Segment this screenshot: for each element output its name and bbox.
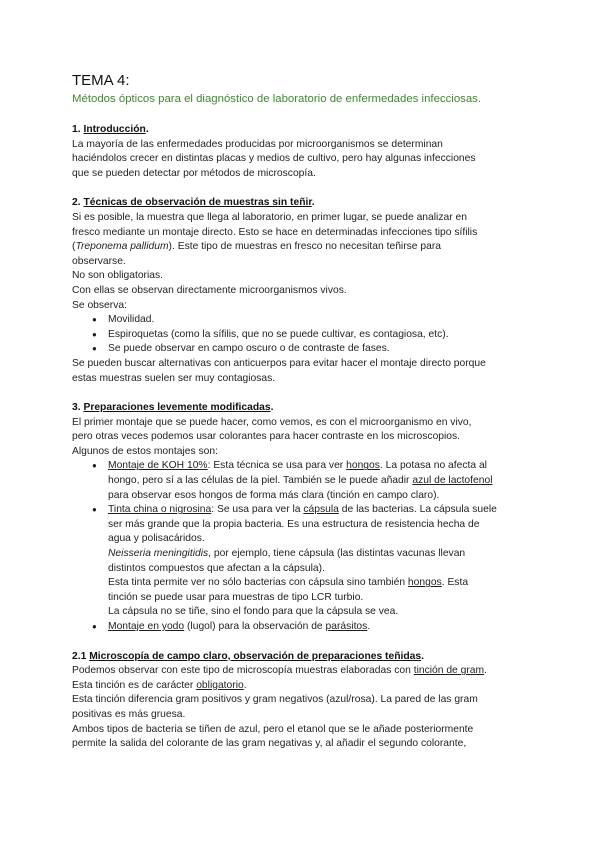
section-introduccion [72,123,548,181]
paragraph: La mayoría de las enfermedades producidas por microorganismos se determinan haciéndolos crecer en distintas placas y medios de cultivo, pero hay algunas infecciones que se pueden detectar por métodos de microscopía. [72,138,476,179]
paragraph: Si es posible, la muestra que llega al laboratorio, en primer lugar, se puede analizar en fresco mediante un montaje directo. Esto se hace en determinadas infecciones tipo sífilis (Treponema pallidum). Este tipo de muestras en fresco no necesitan teñirse para observarse. No son obligatorias. Con ellas se observan directamente microorganismos vivos. Se observa: [72,211,478,311]
section-preparaciones [72,401,548,635]
paragraph: Se pueden buscar alternativas con anticuerpos para evitar hacer el montaje directo porque estas muestras suelen ser muy contagiosas. [72,357,486,384]
document-subtitle: Métodos ópticos para el diagnóstico de laboratorio de enfermedades infecciosas. [72,93,482,105]
list-item: ● Movilidad. [92,313,548,328]
section-heading: 1. Introducción. [72,124,149,135]
list-item-yodo: ● Montaje en yodo (lugol) para la observación de parásitos. [92,620,548,635]
list-item: ● Espiroquetas (como la sífilis, que no se puede cultivar, es contagiosa, etc). [92,328,548,343]
section-heading: 2. Técnicas de observación de muestras sin teñir. [72,197,315,209]
section-heading: 2.1 Microscopía de campo claro, observación de preparaciones teñidas. [72,650,424,662]
list-item: ● Se puede observar en campo oscuro o de contraste de fases. [92,342,548,357]
list-item-tinta-china: ● Tinta china o nigrosina: Se usa para ver la cápsula de las bacterias. La cápsula suele ser más grande que la propia bacteria. Es una estructura de resistencia hecha de agua y polisacáridos. Neisseria meningitidis, por ejemplo, tiene cápsula (las distintas vacunas llevan distintos compuestos que afectan a la cápsula). Esta tinta permite ver no sólo bacterias con cápsula sino también hongos. Esta tinción se puede usar para muestras de tipo LCR turbio. La cápsula no se tiñe, sino el fondo para que la cápsula se vea. [92,503,548,620]
paragraph: Podemos observar con este tipo de microscopía muestras elaboradas con tinción de gram. Esta tinción es de carácter obligatorio. Esta tinción diferencia gram positivos y gram negativos (azul/rosa). La pared de las gram positivas es más gruesa. Ambos tipos de bacteria se tiñen de azul, pero el etanol que se le añade posteriormente permite la salida del colorante de las gram negativas y, al añadir el segundo colorante, [72,665,487,750]
section-campo-claro [72,650,548,752]
section-heading: 3. Preparaciones levemente modificadas. [72,402,274,414]
document-title: TEMA 4: [72,72,130,89]
section-tecnicas-sin-tenir [72,196,548,386]
montajes-list [72,459,548,634]
paragraph: El primer montaje que se puede hacer, como vemos, es con el microorganismo en vivo, pero otras veces podemos usar colorantes para hacer contraste en los microscopios. Algunos de estos montajes son: [72,416,472,457]
list-item-koh: ● Montaje de KOH 10%: Esta técnica se usa para ver hongos. La potasa no afecta al hongo, pero sí a las células de la piel. También se le puede añadir azul de lactofenol para observar esos hongos de forma más clara (tinción en campo claro). [92,459,548,503]
observation-list [72,313,548,357]
